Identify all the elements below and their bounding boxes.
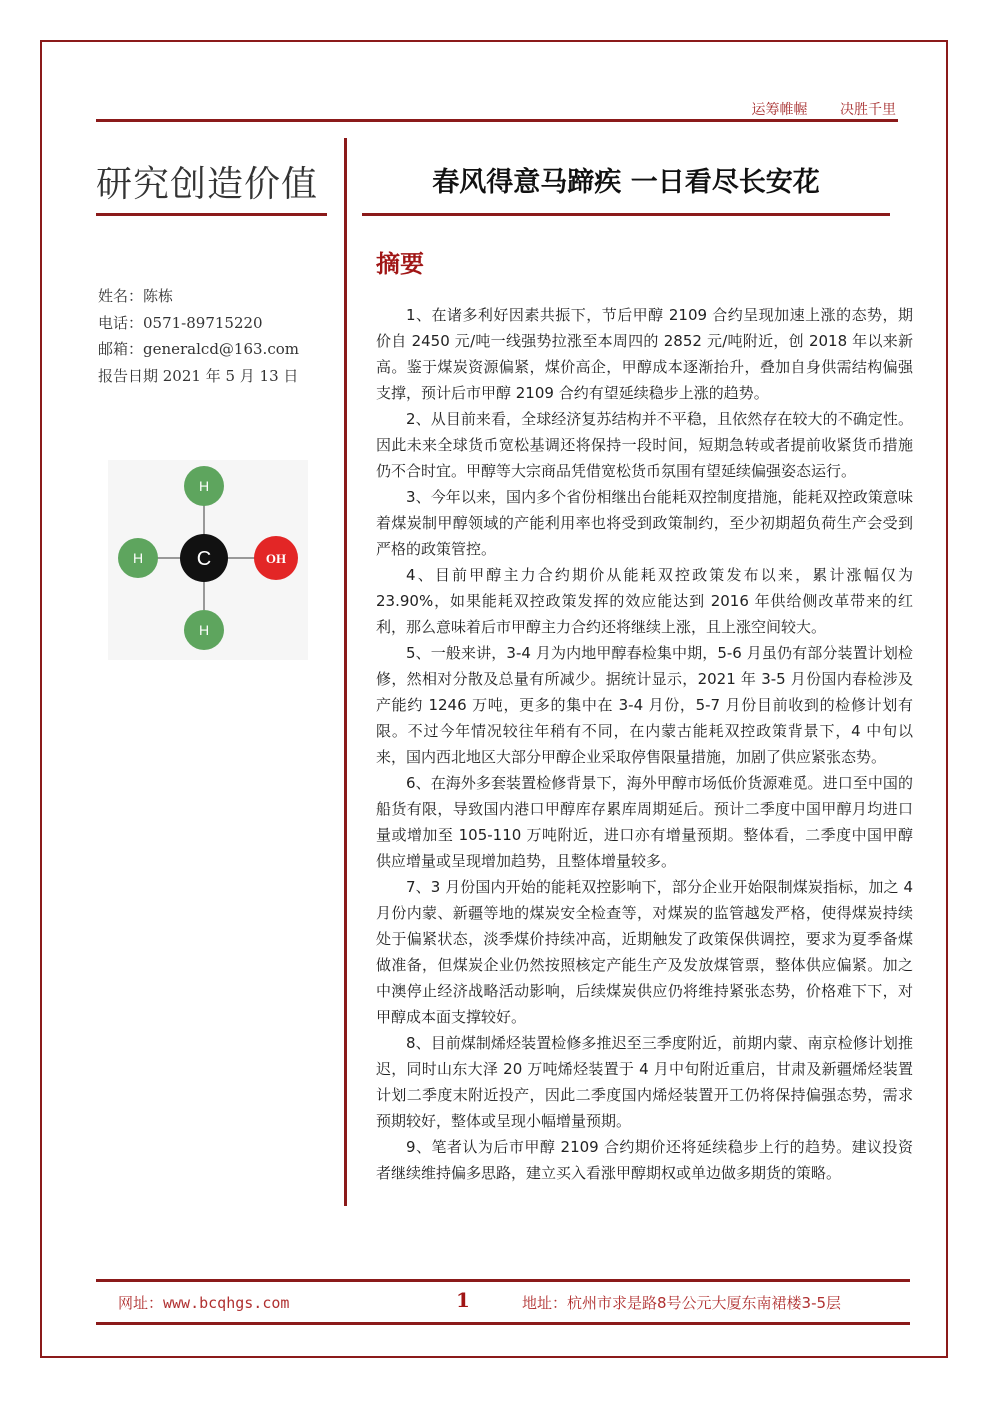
motto-right: 决胜千里 xyxy=(840,102,896,118)
abstract-paragraph: 7、3 月份国内开始的能耗双控影响下，部分企业开始限制煤炭指标，加之 4 月份内蒙、新疆等地的煤炭安全检查等，对煤炭的监管越发严格，使得煤炭持续处于偏紧状态，淡季煤价持续冲高，近期触发了政策保供调控，要求为夏季备煤做准备，但煤炭企业仍然按照核定产能生产及发放煤管票，整体供应偏紧。加之中澳停止经济战略活动影响，后续煤炭供应仍将维持紧张态势，价格难下下，对甲醇成本面支撑较好。 xyxy=(376,878,913,1026)
motto-left: 运筹帷幄 xyxy=(751,102,808,118)
page-number: 1 xyxy=(456,1288,470,1312)
abstract-body xyxy=(376,302,913,1186)
author-phone: 电话：0571-89715220 xyxy=(98,313,263,332)
column-divider xyxy=(344,138,347,1206)
motto xyxy=(724,99,896,119)
abstract-paragraph: 1、在诸多利好因素共振下，节后甲醇 2109 合约呈现加速上涨的态势，期价自 2450 元/吨一线强势拉涨至本周四的 2852 元/吨附近，创 2018 年以来新高。鉴于煤炭资源偏紧，煤价高企，甲醇成本逐渐抬升，叠加自身供需结构偏强支撑，预计后市甲醇 2109 合约有望延续稳步上涨的趋势。 xyxy=(376,306,913,402)
author-email: 邮箱：generalcd@163.com xyxy=(98,340,299,358)
abstract-paragraph: 4、目前甲醇主力合约期价从能耗双控政策发布以来，累计涨幅仅为 23.90%，如果能耗双控政策发挥的效应能达到 2016 年供给侧改革带来的红利，那么意味着后市甲醇主力合约还将继续上涨，且上涨空间较大。 xyxy=(376,566,913,636)
abstract-paragraph: 5、一般来讲，3-4 月为内地甲醇春检集中期，5-6 月虽仍有部分装置计划检修，然相对分散及总量有所减少。据统计显示，2021 年 3-5 月份国内春检涉及产能约 1246 万吨，更多的集中在 3-4 月份，5-7 月份目前收到的检修计划有限。不过今年情况较往年稍有不同，在内蒙古能耗双控政策背景下，4 中旬以来，国内西北地区大部分甲醇企业采取停售限量措施，加剧了供应紧张态势。 xyxy=(376,644,913,766)
address: 地址：杭州市求是路8号公元大厦东南裙楼3-5层 xyxy=(522,1294,842,1312)
report-title: 春风得意马蹄疾 一日看尽长安花 xyxy=(432,167,820,198)
svg-text:OH: OH xyxy=(265,551,287,566)
abstract-paragraph: 8、目前煤制烯烃装置检修多推迟至三季度附近，前期内蒙、南京检修计划推迟，同时山东大泽 20 万吨烯烃装置于 4 月中旬附近重启，甘肃及新疆烯烃装置计划二季度末附近投产，因此二季度国内烯烃装置开工仍将保持偏强态势，需求预期较好，整体或呈现小幅增量预期。 xyxy=(376,1034,913,1130)
abstract-paragraph: 2、从目前来看，全球经济复苏结构并不平稳，且依然存在较大的不确定性。因此未来全球货币宽松基调还将保持一段时间，短期急转或者提前收紧货币措施仍不合时宜。甲醇等大宗商品凭借宽松货币氛围有望延续偏强姿态运行。 xyxy=(376,410,913,480)
abstract-paragraph: 6、在海外多套装置检修背景下，海外甲醇市场低价货源难觅。进口至中国的船货有限，导致国内港口甲醇库存累库周期延后。预计二季度中国甲醇月均进口量或增加至 105-110 万吨附近，进口亦有增量预期。整体看，二季度中国甲醇供应增量或呈现增加趋势，且整体增量较多。 xyxy=(376,774,913,870)
website-link[interactable]: 网址：www.bcqhgs.com xyxy=(118,1294,290,1312)
report-date: 报告日期 2021 年 5 月 13 日 xyxy=(98,366,299,385)
title-rule xyxy=(362,213,890,216)
author-info xyxy=(98,283,299,389)
author-name: 姓名：陈栋 xyxy=(98,287,174,305)
abstract-paragraph: 3、今年以来，国内多个省份相继出台能耗双控制度措施，能耗双控政策意味着煤炭制甲醇领域的产能利用率也将受到政策制约，至少初期超负荷生产会受到严格的政策管控。 xyxy=(376,488,913,558)
atom-h-left xyxy=(118,538,158,578)
abstract-paragraph: 9、笔者认为后市甲醇 2109 合约期价还将延续稳步上行的趋势。建议投资者继续维持偏多思路，建立买入看涨甲醇期权或单边做多期货的策略。 xyxy=(376,1138,913,1182)
atom-c-center xyxy=(180,534,228,582)
svg-text:C: C xyxy=(196,548,212,570)
svg-text:H: H xyxy=(198,622,210,638)
brand-rule xyxy=(96,213,327,216)
header-rule xyxy=(96,119,898,122)
footer-rule xyxy=(96,1279,910,1282)
atom-h-top xyxy=(184,466,224,506)
svg-text:H: H xyxy=(132,550,144,566)
atom-h-bottom xyxy=(184,610,224,650)
abstract-heading: 摘要 xyxy=(376,250,424,278)
svg-text:H: H xyxy=(198,478,210,494)
methanol-molecule-icon xyxy=(108,460,308,660)
atom-oh-right xyxy=(254,536,298,580)
brand-slogan: 研究创造价值 xyxy=(96,164,319,205)
bottom-rule xyxy=(96,1322,910,1325)
